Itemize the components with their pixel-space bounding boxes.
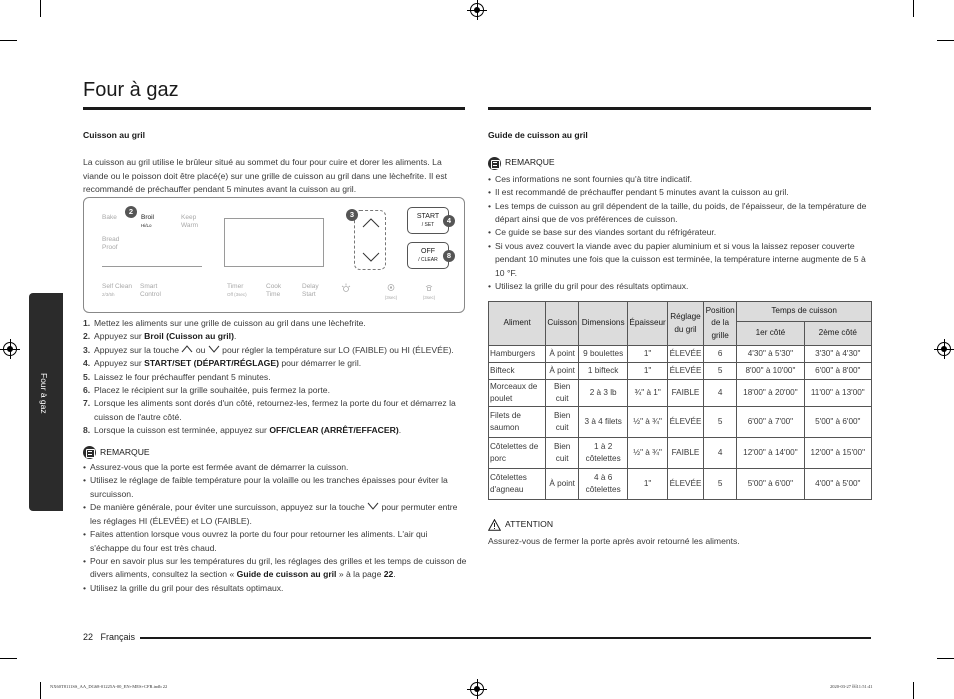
crop-mark <box>0 658 17 659</box>
attention-title: ATTENTION <box>505 519 554 529</box>
table-cell-setting: FAIBLE <box>667 438 703 469</box>
self-clean-sub: 2/3/5h <box>102 291 115 297</box>
table-cell-setting: ÉLEVÉE <box>667 346 703 363</box>
table-cell-s1: 6'00" à 7'00" <box>737 407 804 438</box>
table-cell-food: Morceaux de poulet <box>489 380 546 407</box>
table-cell-s2: 3'30" à 4'30" <box>804 346 871 363</box>
crop-mark <box>937 658 954 659</box>
table-cell-pos: 4 <box>704 380 737 407</box>
cook-time-line2: Time <box>266 290 281 298</box>
header-broil-setting: Réglage du gril <box>667 302 703 346</box>
right-column <box>488 129 872 293</box>
broil-label: Broil <box>141 214 155 221</box>
lock-sub: (3sec) <box>384 294 398 300</box>
table-cell-setting: ÉLEVÉE <box>667 363 703 380</box>
step-item <box>83 330 467 343</box>
callout-8: 8 <box>443 250 455 262</box>
header-side1: 1er côté <box>737 322 804 346</box>
table-cell-cook: Bien cuit <box>546 380 579 407</box>
note-heading <box>488 156 872 169</box>
table-cell-dims: 4 à 6 côtelettes <box>579 469 628 500</box>
step-number: 4. <box>83 358 91 369</box>
table-cell-pos: 5 <box>704 469 737 500</box>
note-text-end: . <box>393 569 396 580</box>
registration-mark-icon <box>937 342 951 356</box>
table-cell-thick: 1" <box>628 469 668 500</box>
smart-control-line2: Control <box>140 290 161 298</box>
note-title: REMARQUE <box>100 446 150 457</box>
note-item: • De manière générale, pour éviter une surcuisson, appuyez sur la touche pour permuter entre les réglages HI (ÉLEVÉE) et LO (FAIBLE). <box>83 502 458 526</box>
panel-label-bake: Bake <box>102 214 117 221</box>
callout-4: 4 <box>443 215 455 227</box>
table-cell-setting: FAIBLE <box>667 380 703 407</box>
table-cell-s1: 12'00" à 14'00" <box>737 438 804 469</box>
left-column-intro <box>83 129 467 197</box>
warning-icon <box>488 519 501 531</box>
panel-label-lock <box>381 283 401 301</box>
section-heading-guide: Guide de cuisson au gril <box>488 130 588 140</box>
table-row <box>489 380 872 407</box>
table-cell-pos: 5 <box>704 363 737 380</box>
off-label: OFF <box>421 248 435 255</box>
table-row <box>489 438 872 469</box>
timer-label: Timer <box>227 283 244 290</box>
step-text: Appuyez sur <box>94 331 145 342</box>
step-item <box>83 344 467 357</box>
side-chapter-tab <box>29 293 63 511</box>
lock-icon <box>387 283 395 291</box>
note-item: • Assurez-vous que la porte est fermée avant de démarrer la cuisson. <box>83 461 467 474</box>
note-item: • Pour en savoir plus sur les températures du gril, les réglages des grilles et les temps de cuisson de divers aliments, consultez la section « Guide de cuisson au gril » à la page 22. <box>83 555 467 580</box>
note-text: Faites attention lorsque vous ouvrez la porte du four pour retourner les aliments. L'air qui s'échappe du four est très chaud. <box>90 529 428 553</box>
header-cooking-time: Temps de cuisson <box>737 302 872 322</box>
table-cell-food: Hamburgers <box>489 346 546 363</box>
table-cell-s1: 5'00" à 6'00" <box>737 469 804 500</box>
chevron-down-icon <box>367 502 379 510</box>
table-cell-thick: ¾" à 1" <box>628 380 668 407</box>
up-down-arrow-keys <box>354 210 386 270</box>
note-title: REMARQUE <box>505 157 555 168</box>
left-column-steps <box>83 317 467 595</box>
step-number: 6. <box>83 385 91 396</box>
table-row <box>489 407 872 438</box>
table-cell-dims: 2 à 3 lb <box>579 380 628 407</box>
registration-mark-icon <box>3 342 17 356</box>
table-cell-thick: 1" <box>628 346 668 363</box>
table-cell-thick: 1" <box>628 363 668 380</box>
section-heading-broil: Cuisson au gril <box>83 130 146 140</box>
step-text-end: . <box>398 425 402 436</box>
note-item: • Faites attention lorsque vous ouvrez la porte du four pour retourner les aliments. L'air qui s'échappe du four est très chaud. <box>83 528 467 555</box>
step-number: 1. <box>83 318 91 328</box>
table-cell-cook: À point <box>546 363 579 380</box>
broil-guide-table <box>488 301 872 500</box>
header-dimensions: Dimensions <box>579 302 628 346</box>
step-item <box>83 357 467 370</box>
crop-mark <box>40 0 41 17</box>
panel-label-timer <box>227 283 247 298</box>
note-text: Utilisez la grille du gril pour des résultats optimaux. <box>495 281 689 292</box>
table-cell-s1: 8'00" à 10'00" <box>737 363 804 380</box>
step-text-end: . <box>233 331 237 342</box>
crop-mark <box>0 40 17 41</box>
table-cell-s2: 6'00" à 8'00" <box>804 363 871 380</box>
table-row <box>489 346 872 363</box>
footer-language: Français <box>100 632 136 642</box>
chevron-up-icon <box>181 345 193 353</box>
step-text: Appuyez sur <box>94 358 145 369</box>
table-cell-thick: ½" à ¾" <box>628 407 668 438</box>
table-cell-dims: 1 à 2 côtelettes <box>579 438 628 469</box>
attention-heading <box>488 518 872 531</box>
step-item <box>83 384 467 397</box>
table-cell-food: Côtelettes d'agneau <box>489 469 546 500</box>
cook-time-line1: Cook <box>266 283 282 290</box>
step-text-mid: ou <box>193 344 208 355</box>
panel-display <box>224 218 324 267</box>
timer-sub: Off (3sec) <box>227 291 247 297</box>
table-cell-s2: 11'00" à 13'00" <box>804 380 871 407</box>
step-number: 5. <box>83 371 91 382</box>
header-cook: Cuisson <box>546 302 579 346</box>
table-cell-s2: 5'00" à 6'00" <box>804 407 871 438</box>
panel-label-keep-warm <box>181 214 198 229</box>
step-text-end: pour régler la température sur LO (FAIBLE) ou HI (ÉLEVÉE). <box>219 344 454 355</box>
title-rule-right <box>488 107 871 110</box>
note-icon <box>83 446 96 459</box>
chevron-down-icon <box>361 251 381 263</box>
step-number: 3. <box>83 344 91 355</box>
clear-label: / CLEAR <box>418 257 438 263</box>
keep-warm-line1: Keep <box>181 214 197 221</box>
header-rack-position: Position de la grille <box>704 302 737 346</box>
table-cell-s1: 18'00" à 20'00" <box>737 380 804 407</box>
step-item <box>83 397 467 424</box>
page-title: Four à gaz <box>83 79 179 101</box>
footer-page-number: 22 <box>83 632 94 642</box>
oven-light-icon <box>341 283 351 293</box>
step-text: Appuyez sur la touche <box>94 344 182 355</box>
step-text-end: pour démarrer le gril. <box>278 358 362 369</box>
self-clean-label: Self Clean <box>102 283 132 290</box>
note-item: • Ces informations ne sont fournies qu'à titre indicatif. <box>488 173 872 186</box>
table-cell-thick: ½" à ¾" <box>628 438 668 469</box>
chevron-down-icon <box>208 345 220 353</box>
panel-label-broil <box>141 214 154 229</box>
start-label: START <box>416 213 440 220</box>
note-text: Pour en savoir plus sur les températures du gril, les réglages des grilles et les temps de cuisson de divers aliments, consultez la section « <box>90 555 467 580</box>
table-cell-food: Bifteck <box>489 363 546 380</box>
step-text: Mettez les aliments sur une grille de cuisson au gril dans une lèchefrite. <box>94 318 366 328</box>
chevron-up-icon <box>361 217 381 229</box>
wifi-icon <box>425 283 433 291</box>
bread-proof-line1: Bread <box>102 236 120 243</box>
header-side2: 2ème côté <box>804 322 871 346</box>
keep-warm-line2: Warm <box>181 221 199 229</box>
note-item: • Utilisez le réglage de faible température pour la volaille ou les tranches épaisses pour éviter la surcuisson. <box>83 474 467 501</box>
cross-reference-link[interactable]: Guide de cuisson au gril <box>236 569 337 580</box>
note-icon <box>488 157 501 170</box>
table-cell-cook: Bien cuit <box>546 407 579 438</box>
crop-mark <box>40 682 41 699</box>
step-bold: START/SET (DÉPART/RÉGLAGE) <box>144 358 279 369</box>
step-bold: OFF/CLEAR (ARRÊT/EFFACER) <box>269 425 399 436</box>
note-text: Ces informations ne sont fournies qu'à titre indicatif. <box>495 173 693 184</box>
bread-proof-line2: Proof <box>102 243 118 251</box>
table-cell-cook: Bien cuit <box>546 438 579 469</box>
panel-label-cook-time <box>266 283 281 298</box>
panel-divider <box>102 266 202 267</box>
note-item: • Utilisez la grille du gril pour des résultats optimaux. <box>488 280 872 293</box>
table-cell-s2: 4'00" à 5'00" <box>804 469 871 500</box>
step-item <box>83 424 467 437</box>
print-slug-left: NX60T8111SS_AA_DG68-01225A-00_EN+MES+CFR.indb 22 <box>50 684 168 689</box>
delay-start-line2: Start <box>302 290 316 298</box>
side-tab-label: Four à gaz <box>39 373 49 414</box>
table-cell-s2: 12'00" à 15'00" <box>804 438 871 469</box>
step-text: Lorsque la cuisson est terminée, appuyez sur <box>94 425 270 436</box>
crop-mark <box>937 40 954 41</box>
step-number: 2. <box>83 331 91 342</box>
note-text: Utilisez le réglage de faible température pour la volaille ou les tranches épaisses pour éviter la surcuisson. <box>90 475 448 499</box>
header-food: Aliment <box>489 302 546 346</box>
registration-mark-icon <box>470 3 484 17</box>
control-panel-illustration <box>83 197 465 313</box>
step-bold: Broil (Cuisson au gril) <box>144 331 234 342</box>
intro-paragraph: La cuisson au gril utilise le brûleur situé au sommet du four pour cuire et dorer les aliments. La viande ou le poisson doit être placé(e) sur une grille de cuisson au gril dans une lèchefrite. Il est recommandé de préchauffer pendant 5 minutes avant la cuisson au gril. <box>83 157 448 195</box>
note-text: Assurez-vous que la porte est fermée avant de démarrer la cuisson. <box>90 462 349 473</box>
smart-control-line1: Smart <box>140 283 158 290</box>
table-cell-dims: 1 bifteck <box>579 363 628 380</box>
page-reference[interactable]: 22 <box>383 569 394 580</box>
table-cell-s1: 4'30" à 5'30" <box>737 346 804 363</box>
table-cell-cook: À point <box>546 469 579 500</box>
note-heading <box>83 446 467 459</box>
attention-block <box>488 518 872 549</box>
step-item <box>83 371 467 384</box>
step-item <box>83 317 467 330</box>
table-cell-dims: 9 boulettes <box>579 346 628 363</box>
print-slug-right: 2020-03-27 ￼11:51:41 <box>830 684 873 689</box>
note-text: Si vous avez couvert la viande avec du papier aluminium et si vous la laissez reposer couverte pendant 10 minutes une fois que la cuisson est terminée, la température interne augmente de 5 à 10 °F. <box>495 240 866 278</box>
note-text: Utilisez la grille du gril pour des résultats optimaux. <box>90 582 284 593</box>
title-rule-left <box>83 107 465 110</box>
wifi-sub: (3sec) <box>422 294 436 300</box>
step-number: 7. <box>83 398 91 409</box>
panel-label-delay-start <box>302 283 319 298</box>
header-thickness: Épaisseur <box>628 302 668 346</box>
step-text: Placez le récipient sur la grille souhaitée, puis fermez la porte. <box>94 385 330 396</box>
delay-start-line1: Delay <box>302 283 319 290</box>
attention-text: Assurez-vous de fermer la porte après avoir retourné les aliments. <box>488 536 740 547</box>
note-text: Les temps de cuisson au gril dépendent de la taille, du poids, de l'épaisseur, de la température de départ ainsi que de vos préférences de cuisson. <box>495 200 867 225</box>
note-text: De manière générale, pour éviter une surcuisson, appuyez sur la touche <box>90 502 368 513</box>
panel-label-wifi <box>419 283 439 301</box>
footer-page-info <box>83 632 135 642</box>
panel-label-bread-proof <box>102 236 119 251</box>
set-label: / SET <box>421 222 435 228</box>
note-text-mid: » à la page <box>336 569 384 580</box>
table-row <box>489 363 872 380</box>
callout-2: 2 <box>125 206 137 218</box>
table-cell-dims: 3 à 4 filets <box>579 407 628 438</box>
table-cell-setting: ÉLEVÉE <box>667 469 703 500</box>
note-item: • Il est recommandé de préchauffer pendant 5 minutes avant la cuisson au gril. <box>488 186 872 199</box>
note-text: Il est recommandé de préchauffer pendant 5 minutes avant la cuisson au gril. <box>495 187 789 198</box>
table-row <box>489 469 872 500</box>
table-cell-pos: 4 <box>704 438 737 469</box>
table-cell-cook: À point <box>546 346 579 363</box>
table-cell-food: Côtelettes de porc <box>489 438 546 469</box>
step-text: Lorsque les aliments sont dorés d'un côté, retournez-les, fermez la porte du four et démarrez la cuisson de l'autre côté. <box>94 398 456 422</box>
panel-label-self-clean <box>102 283 132 298</box>
crop-mark <box>913 0 914 17</box>
note-item: • Utilisez la grille du gril pour des résultats optimaux. <box>83 582 467 595</box>
note-item: • Ce guide se base sur des viandes sortant du réfrigérateur. <box>488 226 872 239</box>
note-text-end: pour permuter entre les réglages HI (ÉLEVÉE) et LO (FAIBLE). <box>90 502 458 526</box>
step-number: 8. <box>83 425 91 436</box>
callout-3: 3 <box>346 209 358 221</box>
registration-mark-icon <box>470 682 484 696</box>
table-cell-setting: ÉLEVÉE <box>667 407 703 438</box>
crop-mark <box>913 682 914 699</box>
table-cell-pos: 6 <box>704 346 737 363</box>
note-text: Ce guide se base sur des viandes sortant du réfrigérateur. <box>495 227 717 238</box>
panel-label-smart-control <box>140 283 161 298</box>
note-item: • Les temps de cuisson au gril dépendent de la taille, du poids, de l'épaisseur, de la température de départ ainsi que de vos préférences de cuisson. <box>488 200 872 227</box>
table-cell-pos: 5 <box>704 407 737 438</box>
broil-sub-label: Hi/Lo <box>141 222 152 228</box>
footer-rule <box>140 637 871 639</box>
table-cell-food: Filets de saumon <box>489 407 546 438</box>
step-text: Laissez le four préchauffer pendant 5 minutes. <box>94 371 271 382</box>
note-item: • Si vous avez couvert la viande avec du papier aluminium et si vous la laissez reposer couverte pendant 10 minutes une fois que la cuisson est terminée, la température interne augmente de 5 à 10 °F. <box>488 240 872 280</box>
